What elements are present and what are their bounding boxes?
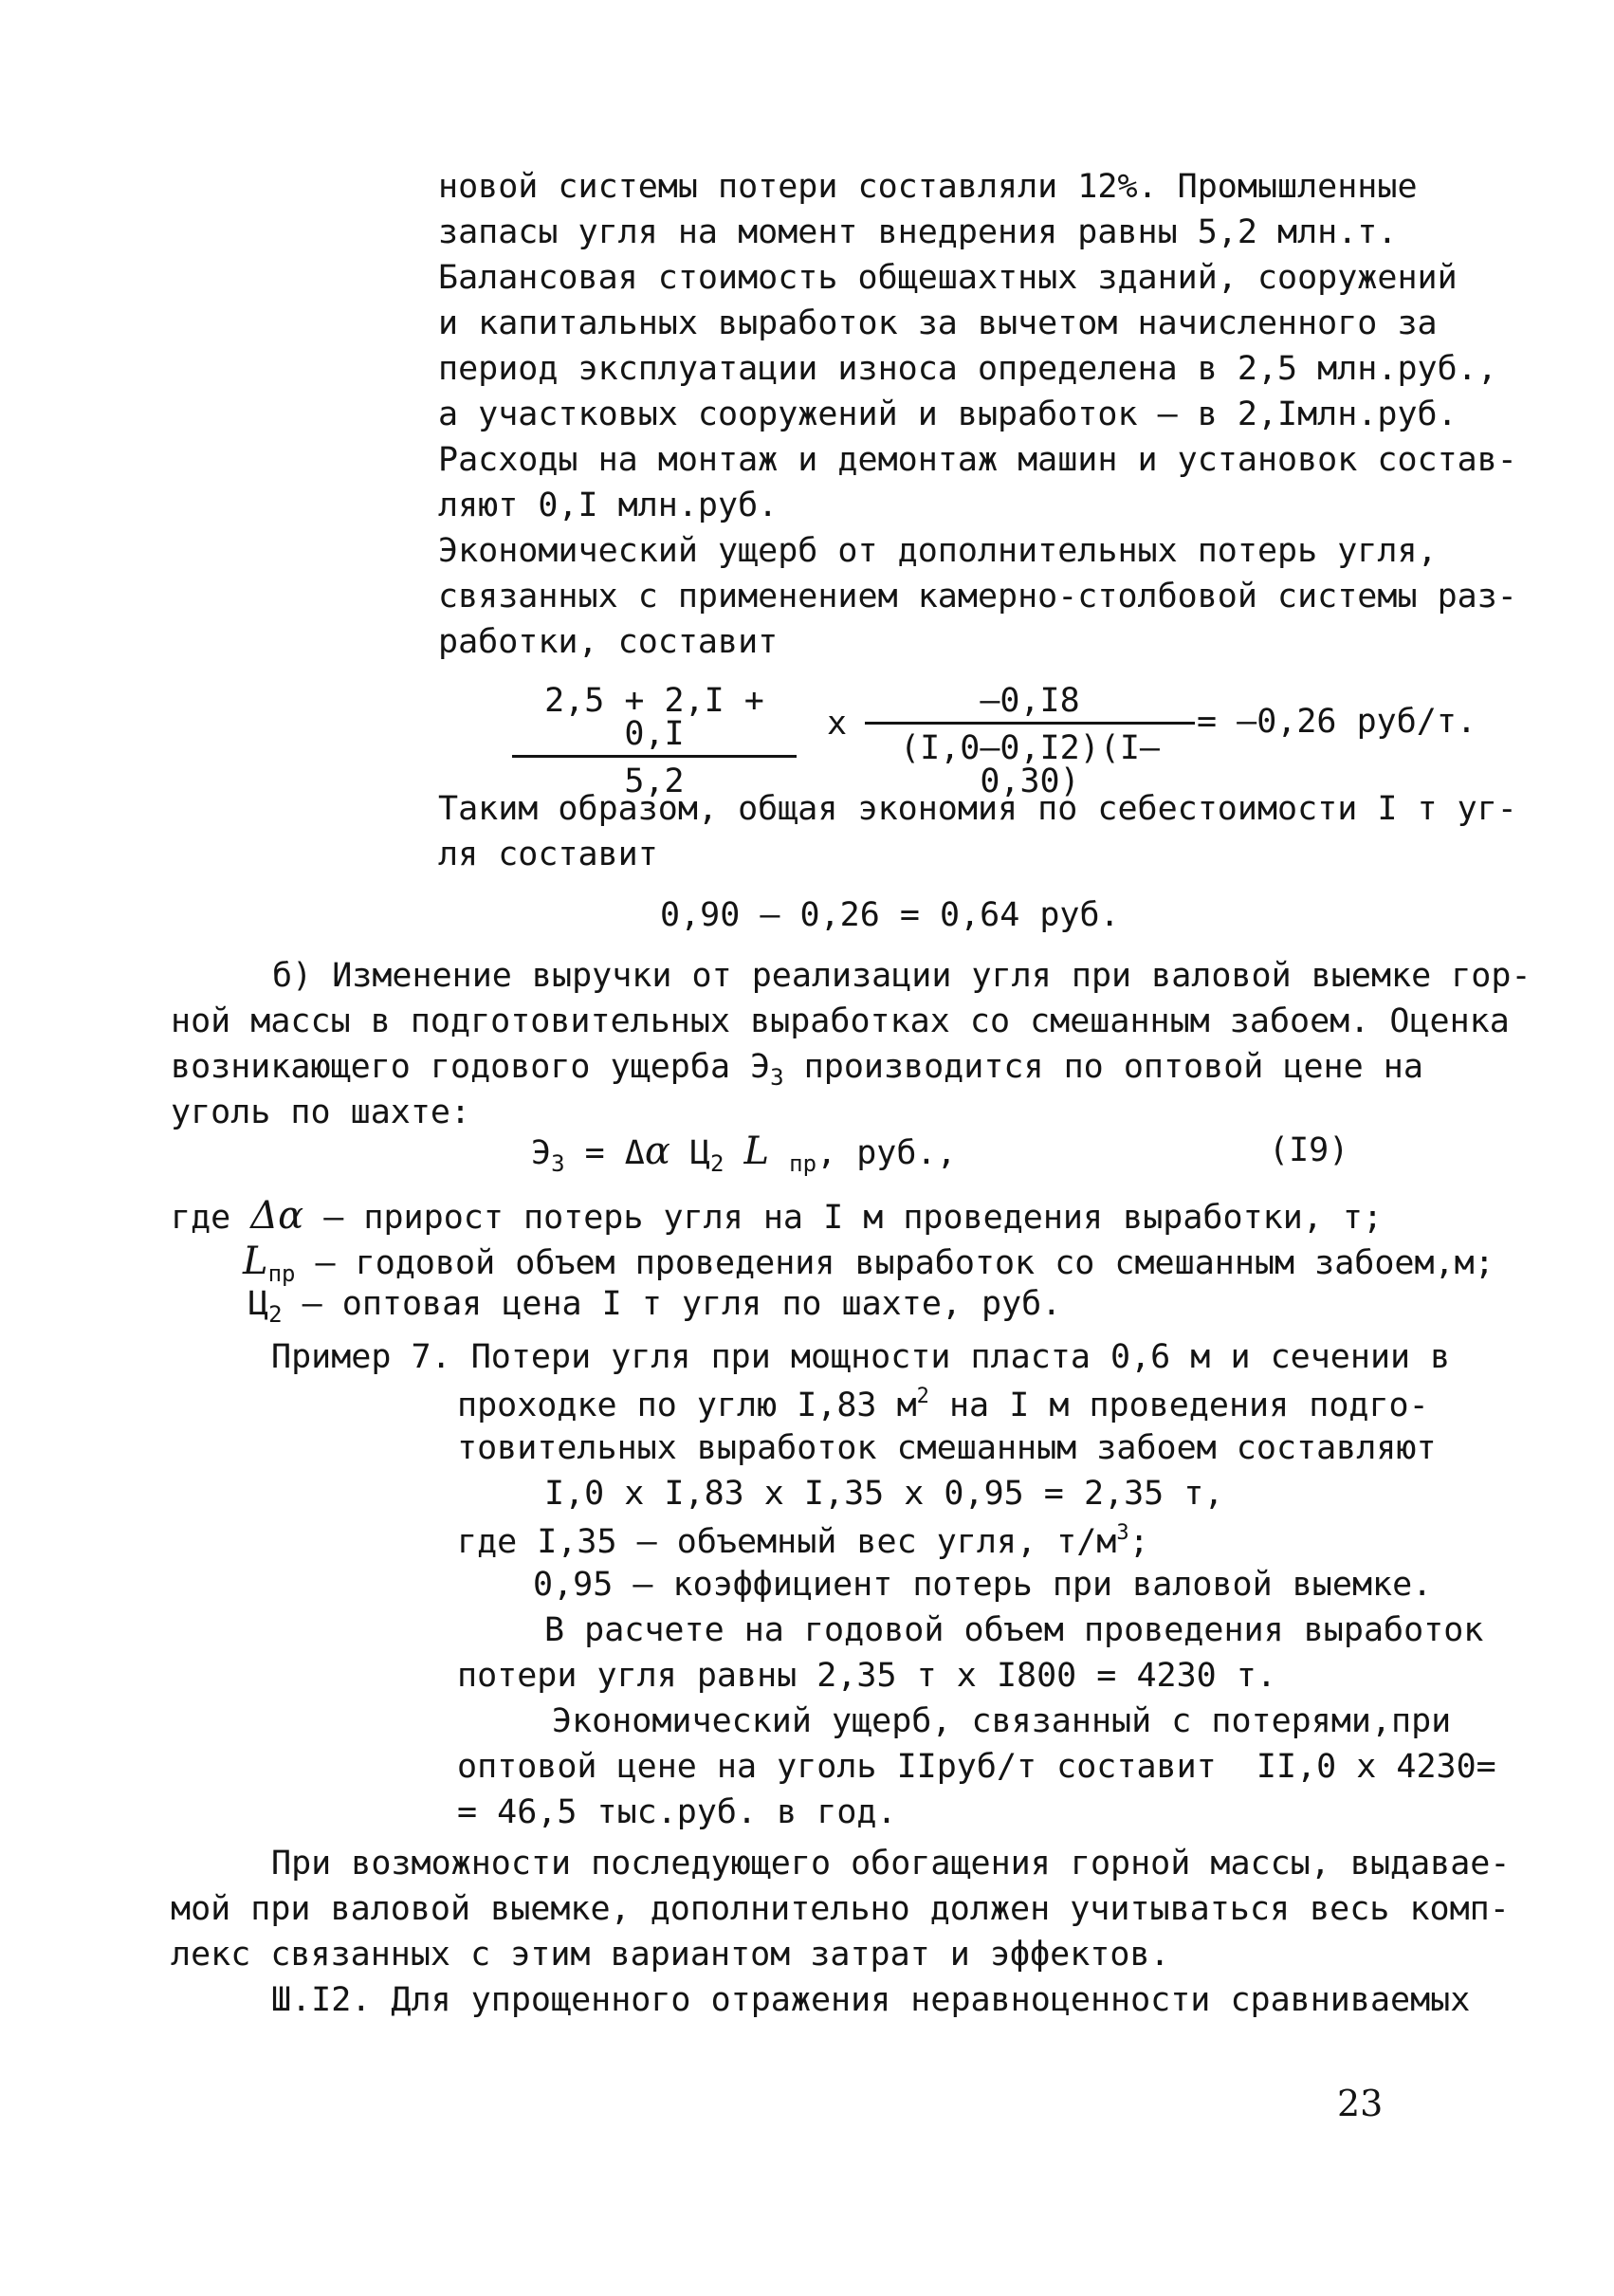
times-sign: х [827,705,848,743]
formula-result: = –0,26 руб/т. [1197,703,1477,741]
text-line: где I,35 – объемный вес угля, $т/м^3$; [457,1521,1149,1561]
text-line: = 46,5 тыс.руб. в год. [457,1793,897,1831]
fraction-denominator: (I,0–0,I2)(I–0,30) [900,729,1160,800]
fraction-denominator: 5,2 [624,762,685,800]
text-line: а участковых сооружений и выработок – в 2,Iмлн.руб. [438,395,1458,433]
text-line: связанных с применением камерно-столбовой системы раз- [438,578,1517,615]
definition-price: $Ц_2$ – оптовая цена I т угля по шахте, руб. [248,1285,1062,1328]
text-line: потери угля равны 2,35 т х I800 = 4230 т. [457,1657,1276,1695]
text-line: Расходы на монтаж и демонтаж машин и установок состав- [438,441,1517,479]
text-line: ля составит [438,836,658,873]
text-line: товительных выработок смешанным забоем составляют [457,1429,1437,1467]
fraction-numerator: –0,I8 [865,685,1195,725]
text-line: В расчете на годовой объем проведения выработок [544,1611,1484,1649]
fraction-loss [865,682,1195,800]
formula-saving: 0,90 – 0,26 = 0,64 руб. [660,896,1120,934]
text-line: ной массы в подготовительных выработках со смешанным забоем. Оценка [171,1002,1510,1040]
text-line: запасы угля на момент внедрения равны 5,2 млн.т. [438,213,1398,251]
text-line: 0,95 – коэффициент потерь при валовой выемке. [533,1566,1433,1604]
text-line: мой при валовой выемке, дополнительно должен учитываться весь комп- [171,1890,1510,1928]
text-line: Экономический ущерб от дополнительных потерь угля, [438,532,1438,570]
fraction-numerator: 2,5 + 2,I + 0,I [512,685,797,758]
text-line: ляют 0,I млн.руб. [438,487,779,524]
text-line: Пример 7. Потери угля при мощности пласта 0,6 м и сечении в [271,1338,1451,1376]
definition-l-pr: $L_{пр}$ – годовой объем проведения выработок со смешанным забоем,м; [243,1240,1495,1287]
text-line: период эксплуатации износа определена в 2,5 млн.руб., [438,350,1497,388]
text-line: б) Изменение выручки от реализации угля при валовой выемке гор- [272,957,1531,995]
text-line: Ш.I2. Для упрощенного отражения неравноценности сравниваемых [271,1981,1471,2019]
text-line: Таким образом, общая экономия по себестоимости I т уг- [438,790,1517,828]
formula-19: $Э_3 = \Delta\alpha$ $Ц_2$ L $_{пр}$, руб., [531,1130,957,1177]
text-line: Экономический ущерб, связанный с потерями,при [552,1702,1452,1740]
text-line: проходке по углю I,83 $м^2$ на I м проведения подго- [457,1385,1429,1424]
text-line: уголь по шахте: [171,1093,471,1131]
text-line: новой системы потери составляли 12%. Промышленные [438,168,1418,206]
text-line: и капитальных выработок за вычетом начисленного за [438,304,1438,342]
text-line: I,0 х I,83 х I,35 х 0,95 = 2,35 т, [544,1475,1224,1513]
text-line: работки, составит [438,623,779,661]
text-line: лекс связанных с этим вариантом затрат и эффектов. [171,1936,1170,1974]
text-line: возникающего годового ущерба $Э_3$ производится по оптовой цене на [171,1048,1423,1091]
text-line: При возможности последующего обогащения горной массы, выдавае- [271,1845,1511,1883]
definition-delta-alpha: где Δα – прирост потерь угля на I м проведения выработки, т; [171,1194,1384,1238]
page-number: 23 [1337,2083,1384,2124]
equation-number: (I9) [1269,1131,1349,1169]
fraction-balance [512,682,797,800]
text-line: оптовой цене на уголь IIруб/т составит II,0 х 4230= [457,1748,1496,1786]
text-line: Балансовая стоимость общешахтных зданий, сооружений [438,259,1458,297]
